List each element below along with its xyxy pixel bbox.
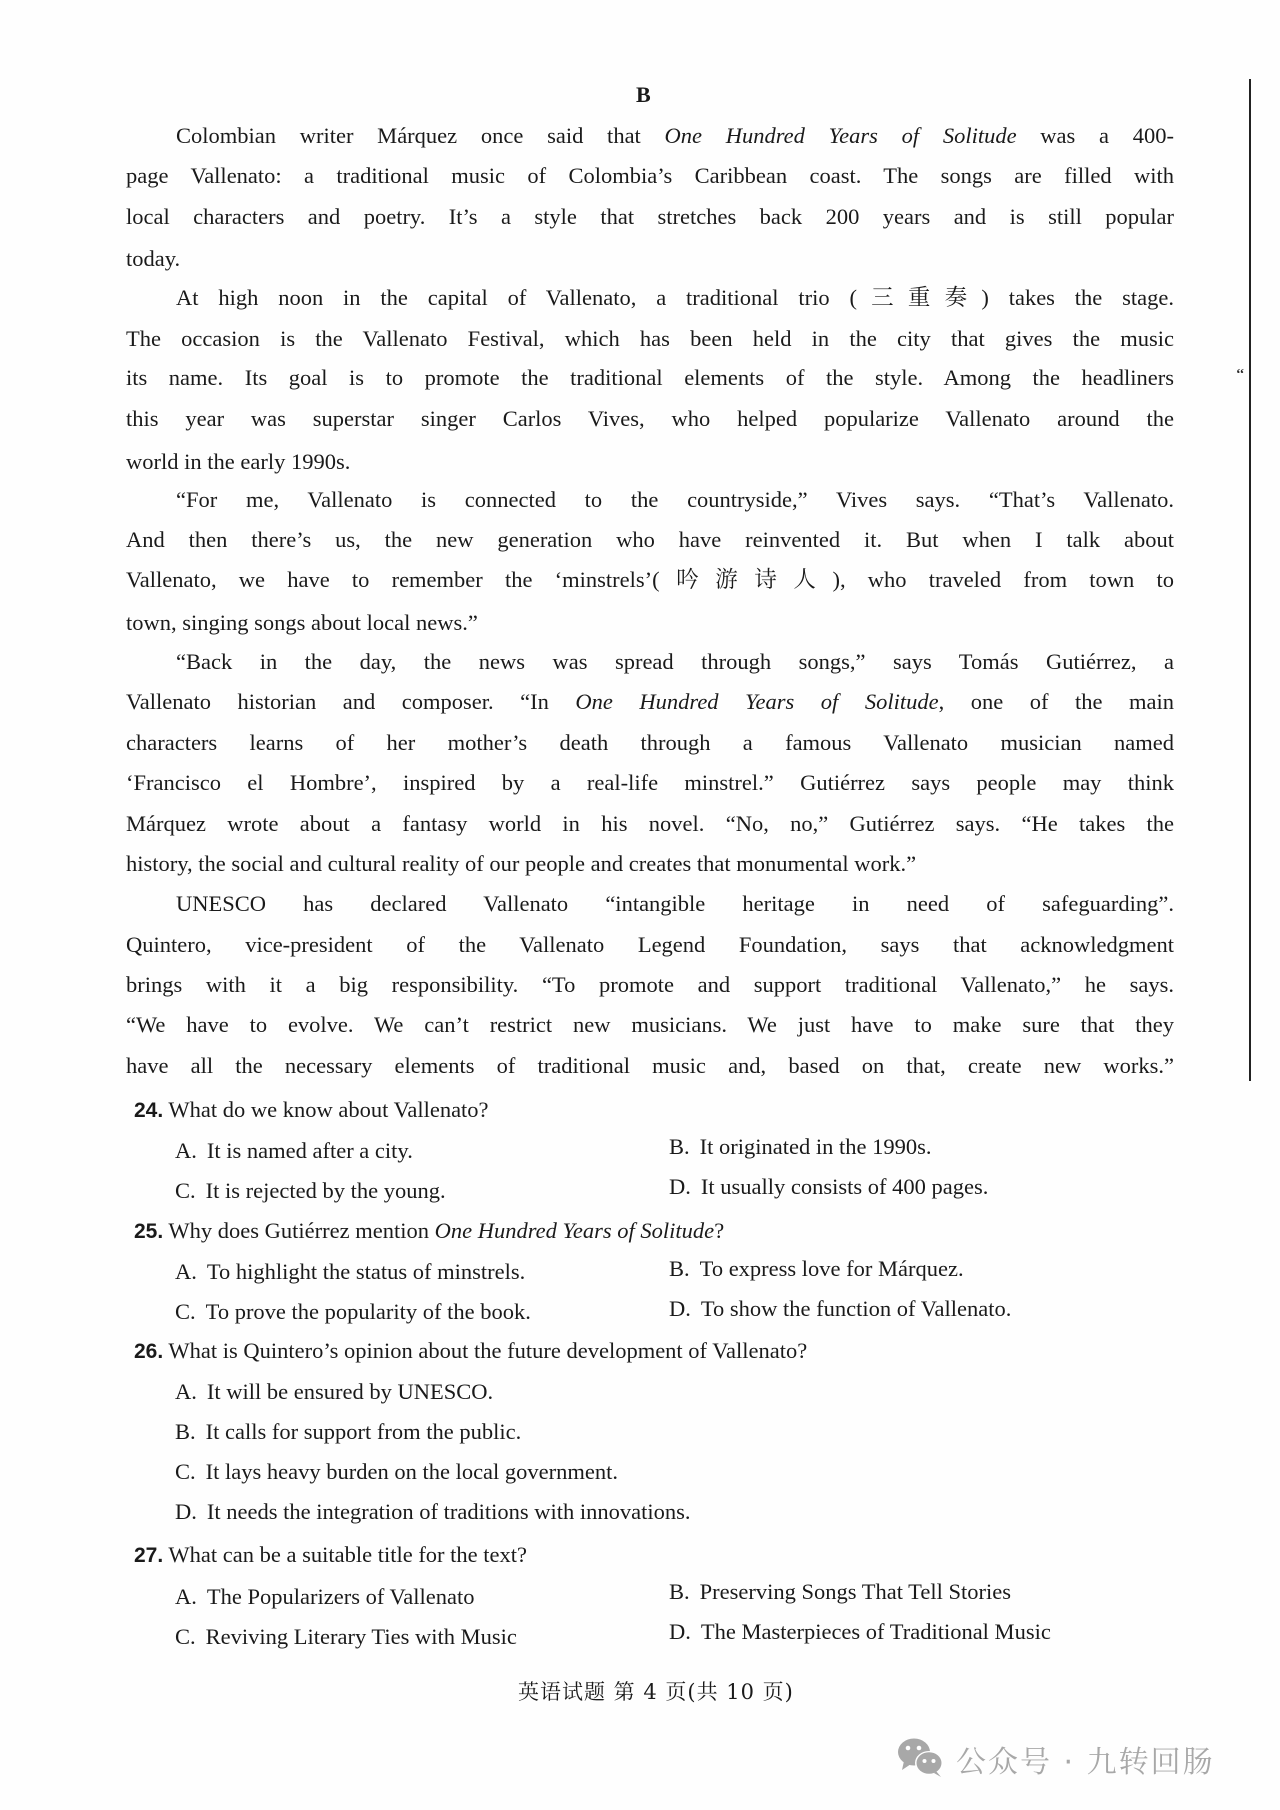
passage-line: page Vallenato: a traditional music of Colombia’s Caribbean coast. The songs are filled with (126, 163, 1174, 188)
passage-line: have all the necessary elements of traditional music and, based on that, create new works.” (126, 1053, 1174, 1078)
passage-line: “We have to evolve. We can’t restrict new musicians. We just have to make sure that they (126, 1012, 1174, 1037)
passage-line: Márquez wrote about a fantasy world in his novel. “No, no,” Gutiérrez says. “He takes the (126, 811, 1174, 836)
option-c[interactable]: C. It lays heavy burden on the local government. (175, 1459, 619, 1484)
passage-line: Quintero, vice-president of the Vallenato Legend Foundation, says that acknowledgment (126, 932, 1174, 957)
option-c[interactable]: C. It is rejected by the young. (175, 1178, 446, 1203)
question-stem: 25. Why does Gutiérrez mention One Hundred Years of Solitude? (134, 1218, 725, 1243)
passage-line: brings with it a big responsibility. “To promote and support traditional Vallenato,” he says. (126, 972, 1174, 997)
option-d[interactable]: D. The Masterpieces of Traditional Music (669, 1619, 1051, 1644)
passage-line: Vallenato, we have to remember the ‘minstrels’(吟游诗人), who traveled from town to (126, 567, 1174, 592)
passage-line: this year was superstar singer Carlos Vives, who helped popularize Vallenato around the (126, 406, 1174, 431)
passage-line: UNESCO has declared Vallenato “intangible heritage in need of safeguarding”. (176, 891, 1174, 916)
watermark (896, 1738, 1215, 1780)
passage-line: “Back in the day, the news was spread through songs,” says Tomás Gutiérrez, a (176, 649, 1174, 674)
question-stem: 26. What is Quintero’s opinion about the future development of Vallenato? (134, 1338, 808, 1363)
option-d[interactable]: D. It usually consists of 400 pages. (669, 1174, 989, 1199)
passage-line: ‘Francisco el Hombre’, inspired by a real-life minstrel.” Gutiérrez says people may think (126, 770, 1174, 795)
question-stem: 27. What can be a suitable title for the text? (134, 1542, 528, 1567)
watermark-text: 公众号 · 九转回肠 (956, 1745, 1215, 1780)
option-a[interactable]: A. It will be ensured by UNESCO. (175, 1379, 494, 1404)
passage-line: The occasion is the Vallenato Festival, which has been held in the city that gives the music (126, 326, 1174, 351)
option-c[interactable]: C. Reviving Literary Ties with Music (175, 1624, 517, 1649)
passage-line: characters learns of her mother’s death through a famous Vallenato musician named (126, 730, 1174, 755)
question-stem: 24. What do we know about Vallenato? (134, 1097, 489, 1122)
passage-line: Vallenato historian and composer. “In One Hundred Years of Solitude, one of the main (126, 689, 1174, 714)
passage-line: today. (126, 246, 181, 271)
margin-rule (1249, 79, 1251, 1081)
passage-line: local characters and poetry. It’s a style that stretches back 200 years and is still popular (126, 204, 1174, 229)
passage-line: At high noon in the capital of Vallenato, a traditional trio (三重奏) takes the stage. (176, 285, 1174, 310)
option-d[interactable]: D. It needs the integration of traditions with innovations. (175, 1499, 691, 1524)
section-heading: B (636, 82, 651, 107)
passage-line: “For me, Vallenato is connected to the countryside,” Vives says. “That’s Vallenato. (176, 487, 1174, 512)
passage-line: history, the social and cultural reality of our people and creates that monumental work.” (126, 851, 917, 876)
passage-line: Colombian writer Márquez once said that One Hundred Years of Solitude was a 400- (176, 123, 1174, 148)
option-c[interactable]: C. To prove the popularity of the book. (175, 1299, 531, 1324)
option-d[interactable]: D. To show the function of Vallenato. (669, 1296, 1012, 1321)
option-a[interactable]: A. The Popularizers of Vallenato (175, 1584, 475, 1609)
page-footer: 英语试题 第 4 页(共 10 页) (518, 1680, 794, 1704)
option-b[interactable]: B. It originated in the 1990s. (669, 1134, 932, 1159)
passage-line: town, singing songs about local news.” (126, 610, 478, 635)
wechat-icon (896, 1736, 946, 1783)
option-a[interactable]: A. To highlight the status of minstrels. (175, 1259, 526, 1284)
option-b[interactable]: B. Preserving Songs That Tell Stories (669, 1579, 1011, 1604)
passage-line: its name. Its goal is to promote the traditional elements of the style. Among the headliners (126, 365, 1174, 390)
passage-line: And then there’s us, the new generation who have reinvented it. But when I talk about (126, 527, 1174, 552)
margin-mark: ‘‘ (1236, 367, 1245, 382)
option-b[interactable]: B. To express love for Márquez. (669, 1256, 964, 1281)
passage-line: world in the early 1990s. (126, 449, 351, 474)
option-b[interactable]: B. It calls for support from the public. (175, 1419, 522, 1444)
option-a[interactable]: A. It is named after a city. (175, 1138, 413, 1163)
